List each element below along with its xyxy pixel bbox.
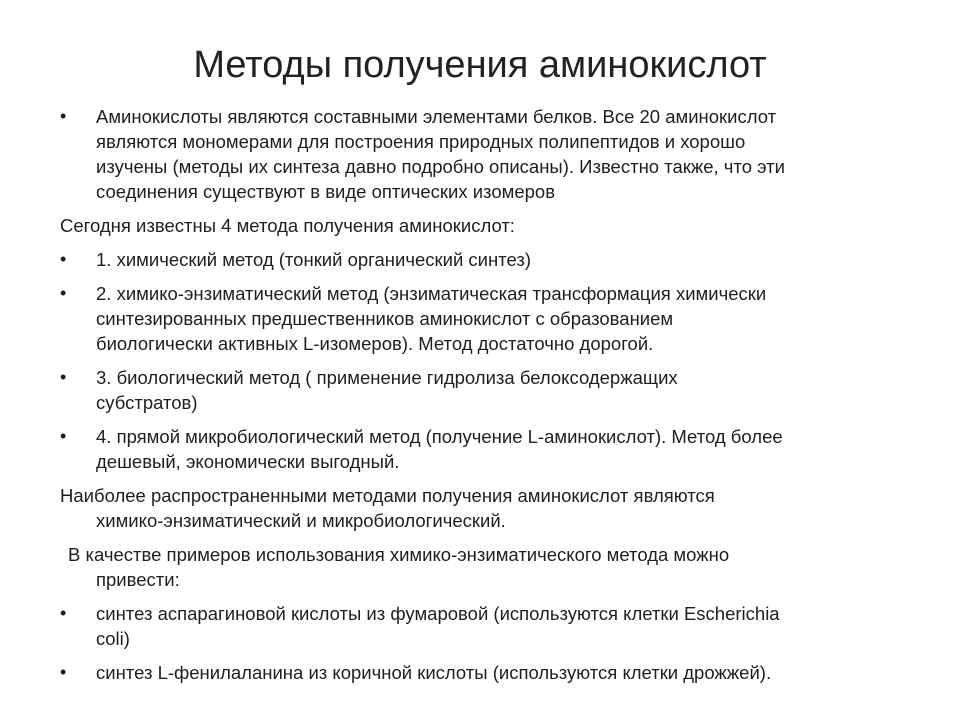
bullet-dot-icon: • (60, 426, 67, 446)
text-line: субстратов) (96, 392, 198, 413)
bullet-dot-icon: • (60, 662, 67, 682)
paragraph-common-methods (0, 483, 960, 533)
bullet-dot-icon: • (60, 603, 67, 623)
text-line: химико-энзиматический и микробиологический. (96, 510, 506, 531)
text-line: В качестве примеров использования химико-энзиматического метода можно (68, 544, 730, 565)
bullet-item-method-4 (0, 424, 960, 474)
bullet-dot-icon: • (60, 283, 67, 303)
bullet-item-phenylalanine (0, 660, 960, 685)
bullet-dot-icon: • (60, 367, 67, 387)
text-line: 4. прямой микробиологический метод (получение L-аминокислот). Метод более (96, 426, 783, 447)
text-line: Аминокислоты являются составными элементами белков. Все 20 аминокислот (96, 106, 777, 127)
text-line: являются мономерами для построения природных полипептидов и хорошо (96, 131, 746, 152)
text-line: синтез L-фенилаланина из коричной кислоты (используются клетки дрожжей). (96, 662, 772, 683)
bullet-item-method-1 (0, 247, 960, 272)
slide-body (0, 104, 960, 694)
text-line: изучены (методы их синтеза давно подробно описаны). Известно также, что эти (96, 156, 785, 177)
slide-title: Методы получения аминокислот (193, 44, 767, 86)
text-line: привести: (96, 569, 180, 590)
bullet-item-amino-intro (0, 104, 960, 204)
text-line: coli) (96, 628, 130, 649)
text-line: соединения существуют в виде оптических изомеров (96, 181, 556, 202)
text-line: 1. химический метод (тонкий органический синтез) (96, 249, 532, 270)
text-line: Сегодня известны 4 метода получения аминокислот: (60, 215, 515, 236)
bullet-dot-icon: • (60, 106, 67, 126)
bullet-dot-icon: • (60, 249, 67, 269)
text-line: синтез аспарагиновой кислоты из фумаровой (используются клетки Escherichia (96, 603, 780, 624)
bullet-item-method-3 (0, 365, 960, 415)
text-line: 3. биологический метод ( применение гидролиза белоксодержащих (96, 367, 678, 388)
bullet-item-method-2 (0, 281, 960, 356)
text-line: дешевый, экономически выгодный. (96, 451, 400, 472)
paragraph-examples-intro (0, 542, 960, 592)
text-line: биологически активных L-изомеров). Метод достаточно дорогой. (96, 333, 654, 354)
text-line: Наиболее распространенными методами получения аминокислот являются (60, 485, 715, 506)
text-line: 2. химико-энзиматический метод (энзиматическая трансформация химически (96, 283, 767, 304)
paragraph-methods-intro (0, 213, 960, 238)
bullet-item-aspartic-acid (0, 601, 960, 651)
text-line: синтезированных предшественников аминокислот с образованием (96, 308, 674, 329)
